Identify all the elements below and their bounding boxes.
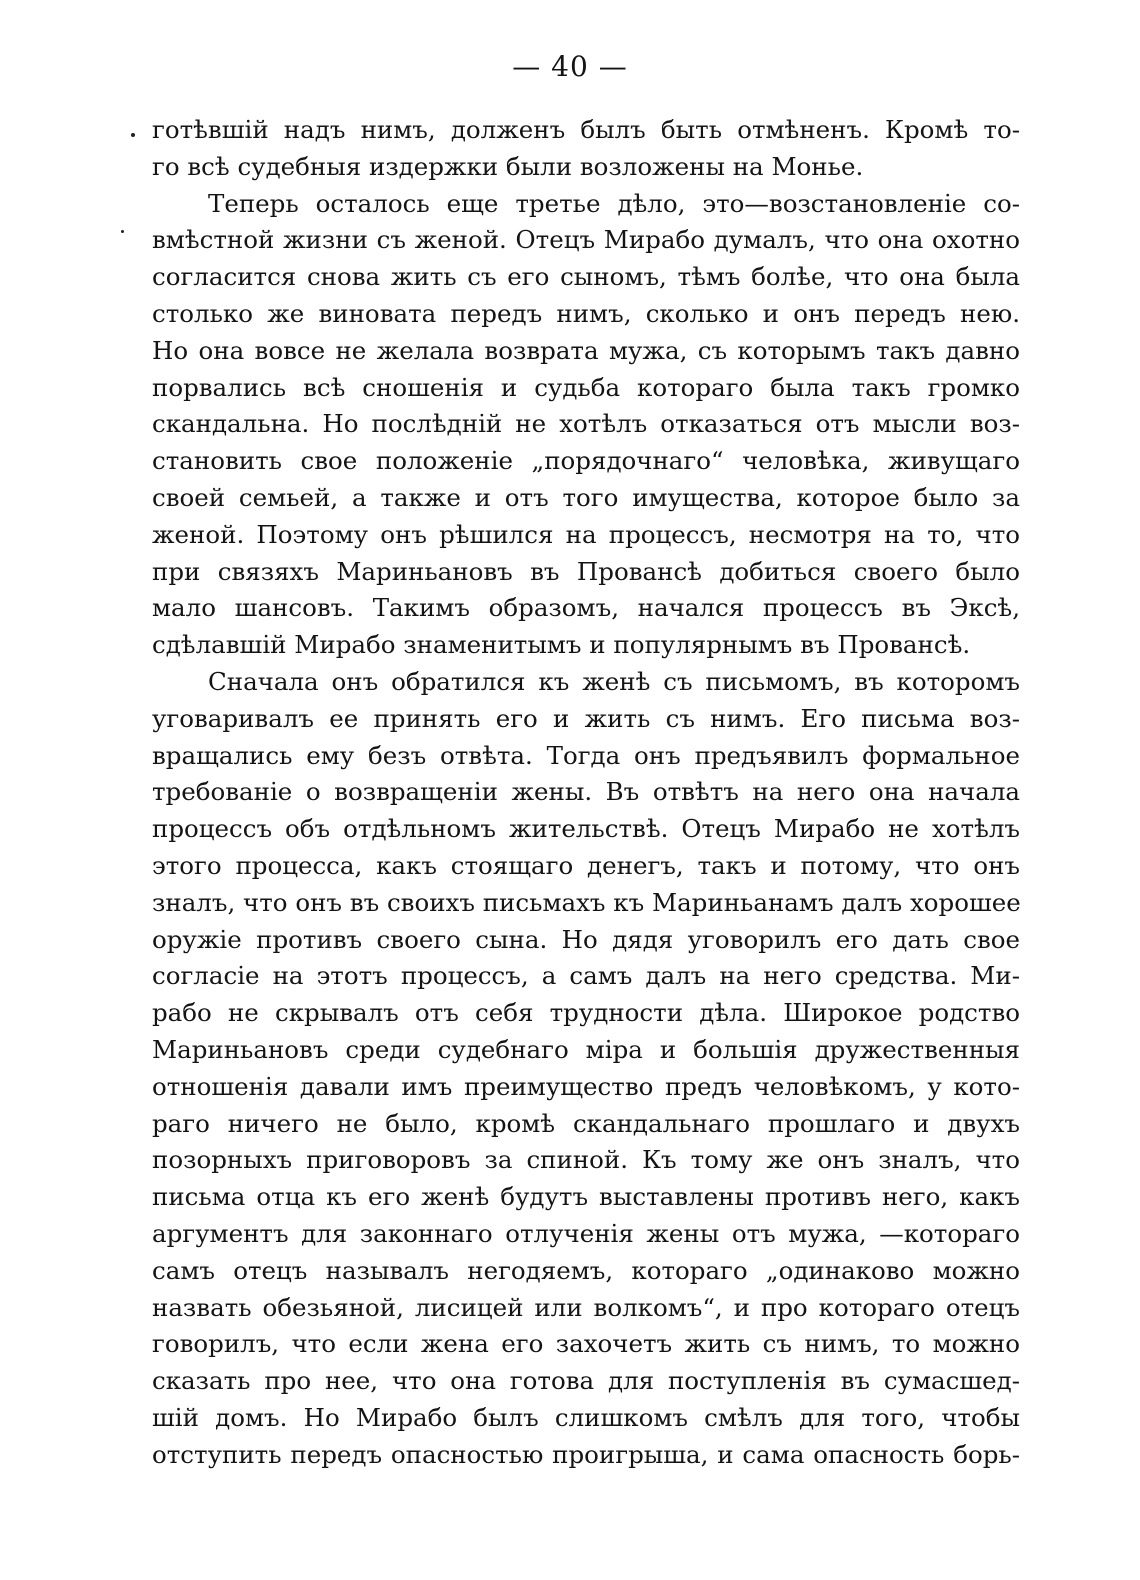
text-line: сдѣлавшій Мирабо знаменитымъ и популярнымъ въ Провансѣ. bbox=[152, 630, 971, 660]
text-line: письма отца къ его женѣ будутъ выставлены противъ него, какъ bbox=[152, 1182, 1020, 1212]
text-line: скандальна. Но послѣдній не хотѣлъ отказаться отъ мысли воз- bbox=[152, 409, 1020, 439]
page-number: — 40 — bbox=[512, 50, 628, 83]
text-line: шій домъ. Но Мирабо былъ слишкомъ смѣлъ для того, чтобы bbox=[152, 1402, 1020, 1432]
text-line: зналъ, что онъ въ своихъ письмахъ къ Мариньанамъ далъ хорошее bbox=[152, 887, 1021, 917]
body-text bbox=[152, 112, 1020, 1473]
text-line: говорилъ, что если жена его захочетъ жить съ нимъ, то можно bbox=[152, 1329, 1020, 1359]
text-line: позорныхъ приговоровъ за спиной. Къ тому же онъ зналъ, что bbox=[152, 1145, 1020, 1175]
text-line: становить свое положеніе „порядочнаго“ человѣка, живущаго bbox=[152, 446, 1020, 476]
text-line: отступить передъ опасностью проигрыша, и сама опасность борь- bbox=[152, 1439, 1020, 1469]
text-line: сказать про нее, что она готова для поступленія въ сумасшед- bbox=[152, 1366, 1020, 1396]
text-line: уговаривалъ ее принять его и жить съ нимъ. Его письма воз- bbox=[152, 703, 1020, 733]
text-line: женой. Поэтому онъ рѣшился на процессъ, несмотря на то, что bbox=[152, 519, 1020, 549]
text-line: раго ничего не было, кромѣ скандальнаго прошлаго и двухъ bbox=[152, 1108, 1020, 1138]
text-line: рабо не скрывалъ отъ себя трудности дѣла. Широкое родство bbox=[152, 998, 1020, 1028]
text-line: процессъ объ отдѣльномъ жительствѣ. Отецъ Мирабо не хотѣлъ bbox=[152, 814, 1020, 844]
text-line: Но она вовсе не желала возврата мужа, съ которымъ такъ давно bbox=[152, 335, 1020, 365]
text-line: согласіе на этотъ процессъ, а самъ далъ на него средства. Ми- bbox=[152, 961, 1020, 991]
paragraph-start-line: Сначала онъ обратился къ женѣ съ письмомъ, въ которомъ bbox=[208, 666, 1020, 696]
text-line: вращались ему безъ отвѣта. Тогда онъ предъявилъ формальное bbox=[152, 740, 1020, 770]
text-line: самъ отецъ называлъ негодяемъ, котораго „одинаково можно bbox=[152, 1255, 1020, 1285]
text-line: этого процесса, какъ стоящаго денегъ, такъ и потому, что онъ bbox=[152, 850, 1020, 880]
text-line: вмѣстной жизни съ женой. Отецъ Мирабо думалъ, что она охотно bbox=[152, 225, 1020, 255]
text-line: требованіе о возвращеніи жены. Въ отвѣтъ на него она начала bbox=[152, 777, 1020, 807]
margin-speck bbox=[121, 230, 124, 233]
text-line: го всѣ судебныя издержки были возложены на Монье. bbox=[152, 151, 864, 181]
margin-speck bbox=[131, 133, 135, 137]
text-line: готѣвшій надъ нимъ, долженъ былъ быть отмѣненъ. Кромѣ то- bbox=[152, 115, 1020, 144]
text-line: при связяхъ Мариньановъ въ Провансѣ добиться своего было bbox=[152, 556, 1020, 586]
text-line: мало шансовъ. Такимъ образомъ, начался процессъ въ Эксѣ, bbox=[152, 593, 1020, 623]
text-line: Мариньановъ среди судебнаго міра и большія дружественныя bbox=[152, 1034, 1020, 1064]
text-line: столько же виновата передъ нимъ, сколько и онъ передъ нею. bbox=[152, 298, 1020, 328]
text-line: оружіе противъ своего сына. Но дядя уговорилъ его дать свое bbox=[152, 924, 1020, 954]
paragraph-start-line: Теперь осталось еще третье дѣло, это—возстановленіе со- bbox=[208, 188, 1020, 218]
text-line: своей семьей, а также и отъ того имущества, которое было за bbox=[152, 482, 1020, 512]
text-line: порвались всѣ сношенія и судьба котораго была такъ громко bbox=[152, 372, 1020, 402]
text-line: согласится снова жить съ его сыномъ, тѣмъ болѣе, что она была bbox=[152, 262, 1020, 292]
text-line: отношенія давали имъ преимущество предъ человѣкомъ, у кото- bbox=[152, 1071, 1020, 1101]
text-line: аргументъ для законнаго отлученія жены отъ мужа, —котораго bbox=[152, 1218, 1020, 1248]
text-line: назвать обезьяной, лисицей или волкомъ“, и про котораго отецъ bbox=[152, 1292, 1020, 1322]
